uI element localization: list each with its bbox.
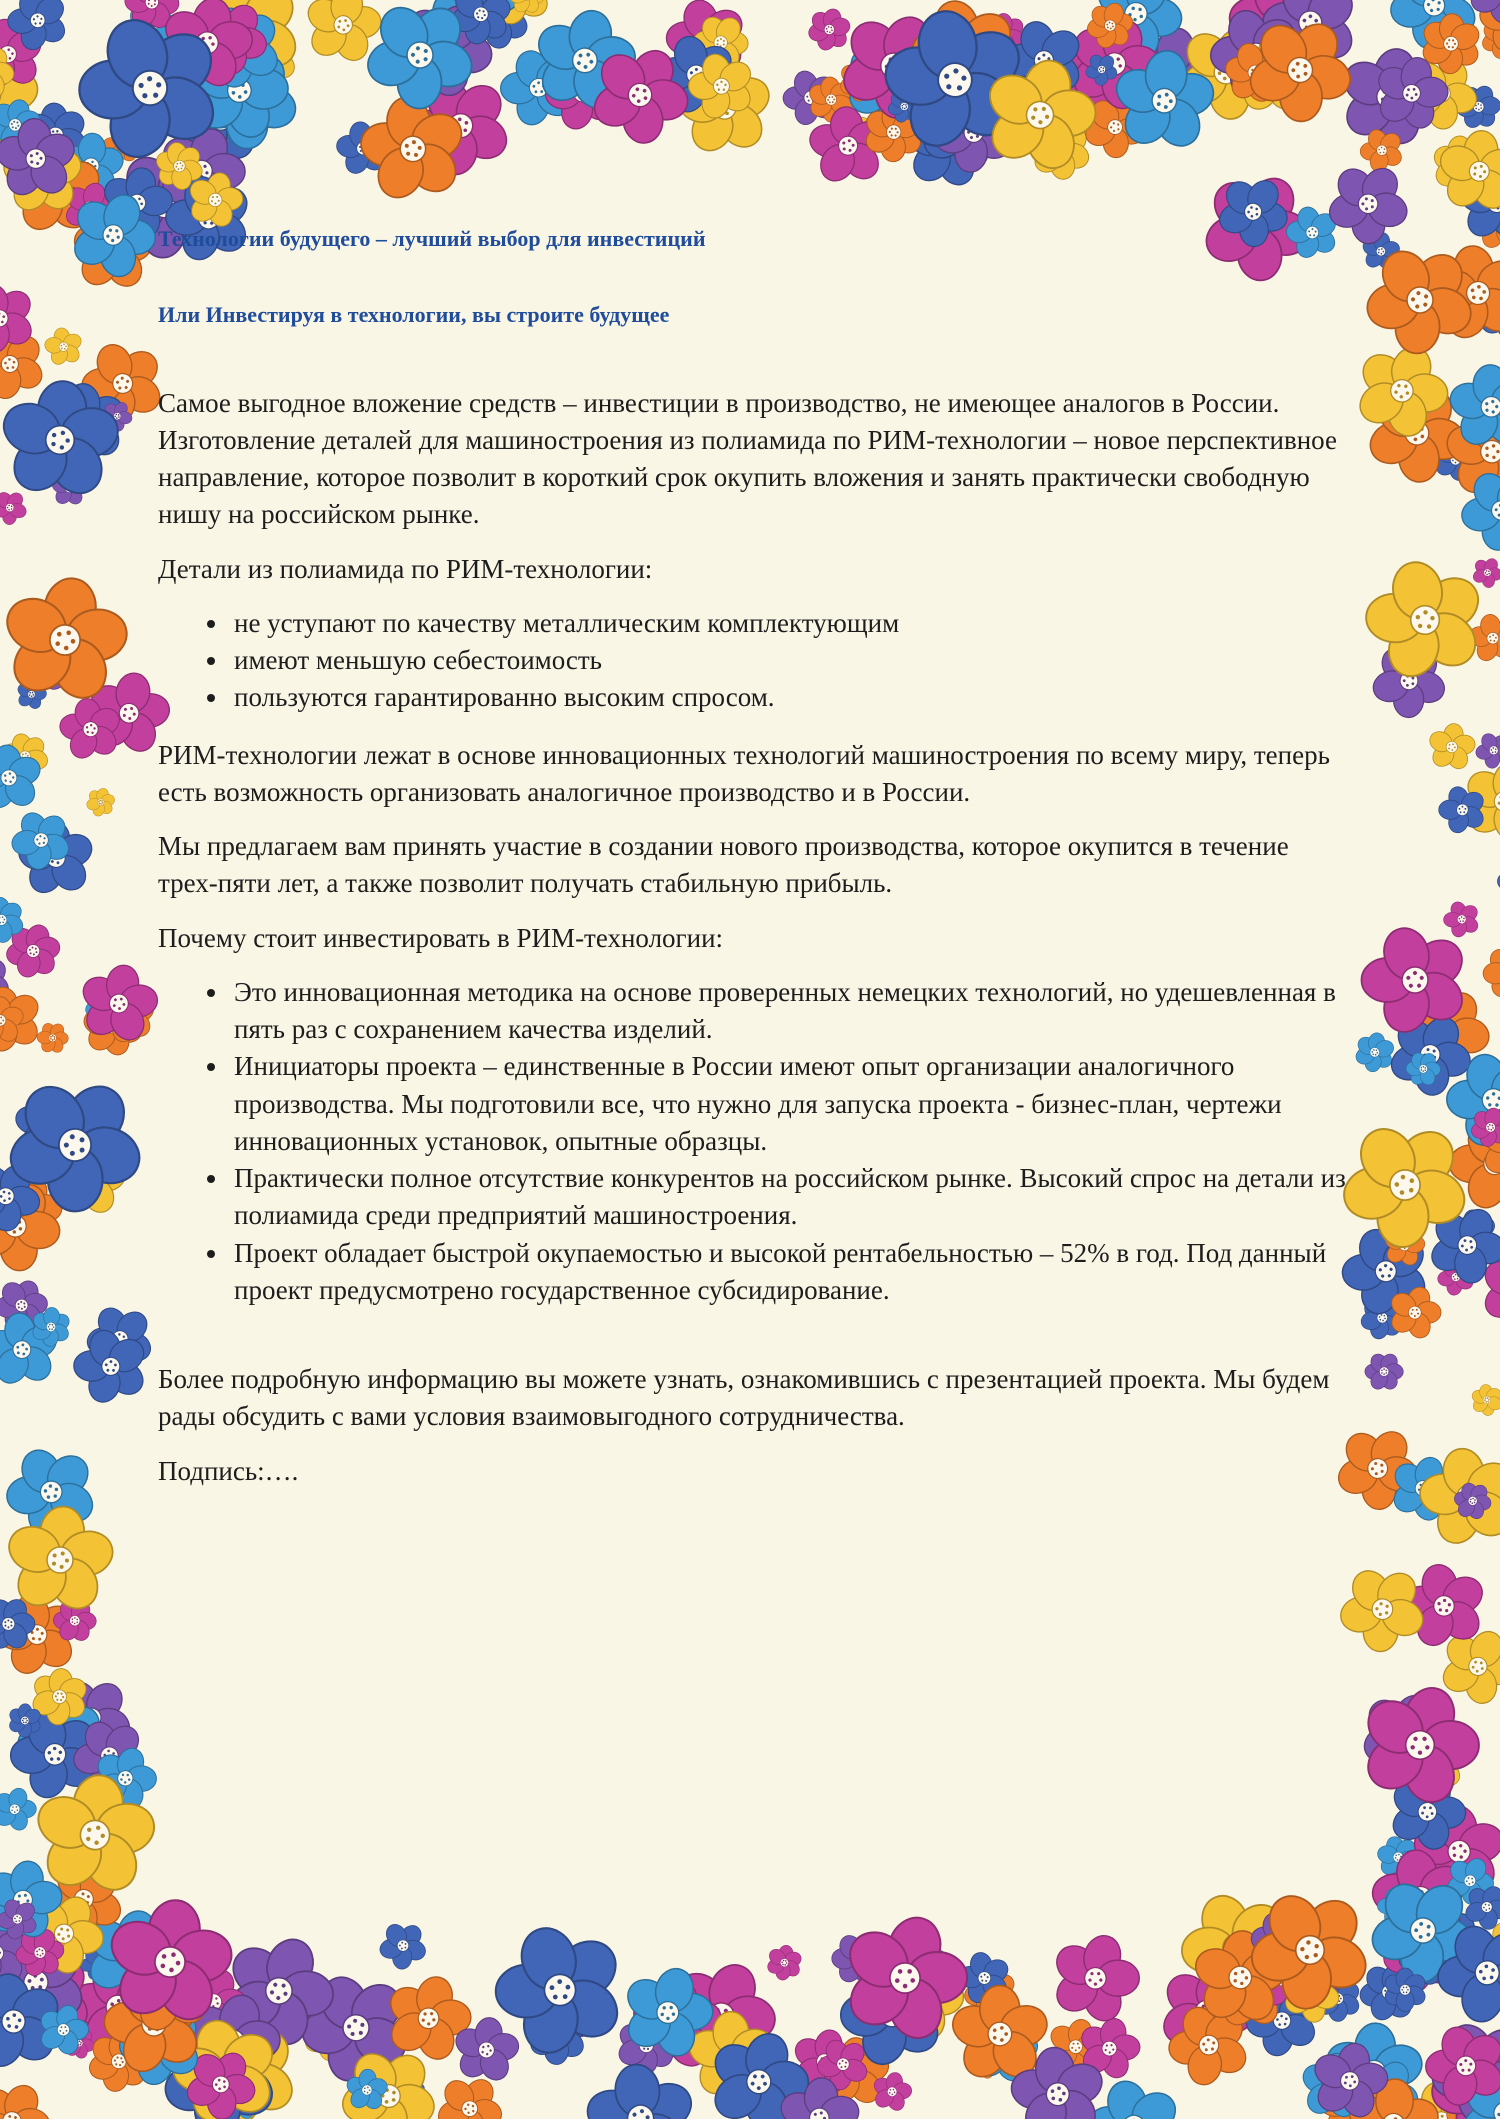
paragraph-investment-intro: Самое выгодное вложение средств – инвестиции в производство, не имеющее аналогов в России. Изготовление деталей для машиностроения из полиамида по РИМ-технологии – новое перспективное направление, которое позволит в короткий срок окупить вложения и занять практически свободную нишу на российском рынке. xyxy=(158,387,1337,530)
document-subtitle: Или Инвестируя в технологии, вы строите будущее xyxy=(158,302,670,328)
list-item: • пользуются гарантированно высоким спросом. xyxy=(230,679,1354,716)
list-item: • Инициаторы проекта – единственные в России имеют опыт организации аналогичного производства. Мы подготовили все, что нужно для запуска проекта - бизнес-план, чертежи инновационных установок, опытные образцы. xyxy=(230,1048,1354,1160)
paragraph-rim-technologies: РИМ-технологии лежат в основе инновационных технологий машиностроения по всему миру, теперь есть возможность организовать аналогичное производство и в России. xyxy=(158,739,1330,807)
list-item: • не уступают по качеству металлическим комплектующим xyxy=(230,605,1354,642)
bullet-list-product-benefits xyxy=(158,605,1354,717)
list-item: • имеют меньшую себестоимость xyxy=(230,642,1354,679)
bullet-list-investment-reasons xyxy=(158,974,1354,1309)
list-item: • Проект обладает быстрой окупаемостью и высокой рентабельностью – 52% в год. Под данный проект предусмотрено государственное субсидирование. xyxy=(230,1235,1354,1310)
paragraph-list2-intro: Почему стоит инвестировать в РИМ-технологии: xyxy=(158,922,724,953)
paragraph-offer: Мы предлагаем вам принять участие в создании нового производства, которое окупится в течение трех-пяти лет, а также позволит получать стабильную прибыль. xyxy=(158,831,1289,899)
paragraph-list1-intro: Детали из полиамида по РИМ-технологии: xyxy=(158,553,653,584)
list-item: • Это инновационная методика на основе проверенных немецких технологий, но удешевленная в пять раз с сохранением качества изделий. xyxy=(230,974,1354,1049)
list-item: • Практически полное отсутствие конкурентов на российском рынке. Высокий спрос на детали из полиамида среди предприятий машиностроения. xyxy=(230,1160,1354,1235)
document-content xyxy=(158,224,1354,1507)
signature-line: Подпись:…. xyxy=(158,1455,299,1486)
document-title: Технологии будущего – лучший выбор для инвестиций xyxy=(158,226,706,251)
paragraph-more-info: Более подробную информацию вы можете узнать, ознакомившись с презентацией проекта. Мы будем рады обсудить с вами условия взаимовыгодного сотрудничества. xyxy=(158,1364,1330,1432)
